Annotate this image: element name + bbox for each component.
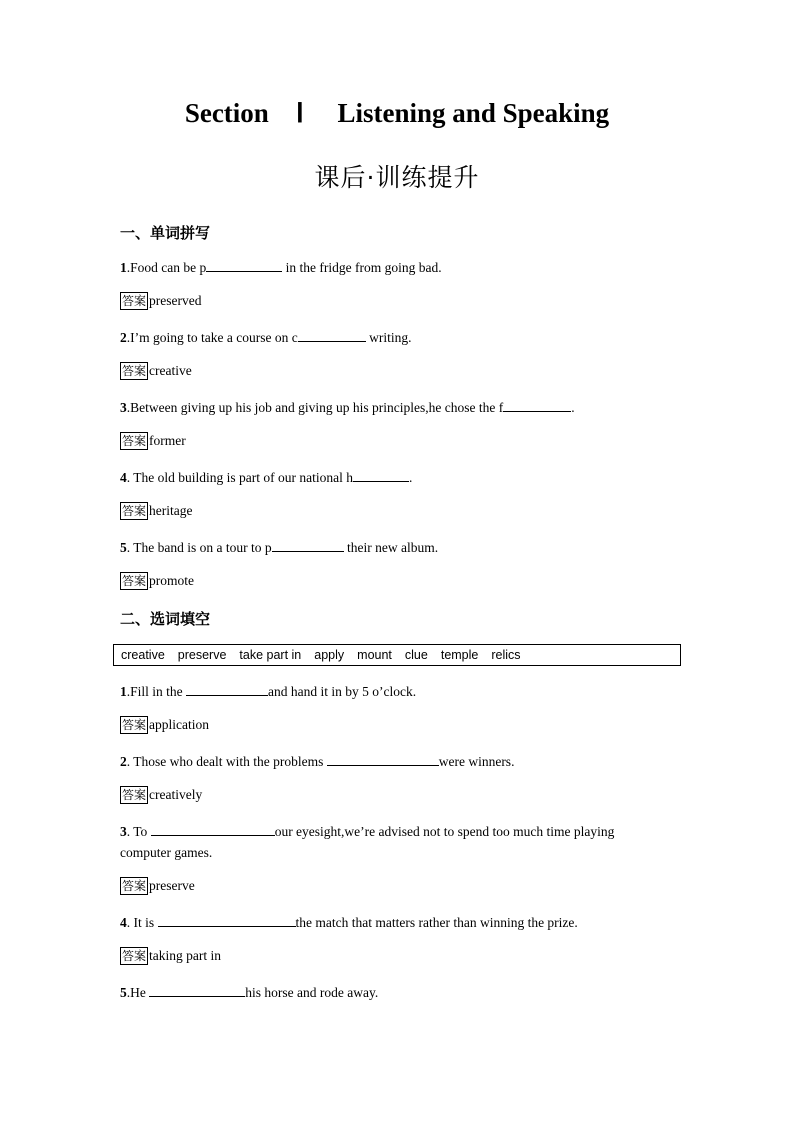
answer-tag: 答案 [122,788,147,802]
answer-1-5: 答案 promote [122,573,195,588]
section-heading-word-choice: 二、选词填空 [120,610,211,628]
answer-blank[interactable] [186,681,268,696]
question-1-5: 5. The band is on a tour to p their new album. [120,537,660,558]
question-2-4: 4. It is the match that matters rather than winning the prize. [120,912,660,933]
word-bank [113,644,681,666]
answer-blank[interactable] [206,257,282,272]
answer-tag: 答案 [122,504,147,518]
question-1-4: 4. The old building is part of our national h . [120,467,660,488]
answer-2-2: 答案 creatively [122,787,203,802]
answer-blank[interactable] [272,537,344,552]
answer-blank[interactable] [151,821,275,836]
answer-blank[interactable] [149,982,245,997]
question-2-3: 3. To our eyesight,we’re advised not to spend too much time playing computer games. [120,821,660,863]
answer-tag: 答案 [122,718,147,732]
answer-blank[interactable] [298,327,366,342]
answer-tag: 答案 [122,879,147,893]
page-subtitle: 课后·训练提升 [314,163,480,192]
answer-2-1: 答案 application [122,717,209,732]
word-bank-item: temple [440,648,479,662]
word-bank-item: take part in [239,648,302,662]
answer-blank[interactable] [158,912,296,927]
answer-2-3: 答案 preserve [122,878,195,893]
answer-2-4: 答案 taking part in [122,948,221,963]
word-bank-item: preserve [177,648,227,662]
question-1-1: 1.Food can be p in the fridge from going bad. [120,257,660,278]
answer-1-3: 答案 former [122,433,186,448]
answer-tag: 答案 [122,364,147,378]
answer-tag: 答案 [122,574,147,588]
word-bank-item: relics [491,648,521,662]
question-1-2: 2.I’m going to take a course on c writing. [120,327,660,348]
page-title: Section Ⅰ Listening and Speaking [184,98,610,128]
word-bank-item: creative [121,648,165,662]
question-2-2: 2. Those who dealt with the problems were winners. [120,751,660,772]
answer-blank[interactable] [327,751,439,766]
answer-blank[interactable] [353,467,409,482]
question-1-3: 3.Between giving up his job and giving up his principles,he chose the f . [120,397,660,418]
question-2-5: 5.He his horse and rode away. [120,982,660,1003]
answer-1-4: 答案 heritage [122,503,193,518]
answer-tag: 答案 [122,294,147,308]
answer-1-1: 答案 preserved [122,293,202,308]
answer-tag: 答案 [122,949,147,963]
answer-1-2: 答案 creative [122,363,192,378]
answer-tag: 答案 [122,434,147,448]
word-bank-item: apply [314,648,345,662]
word-bank-item: mount [357,648,392,662]
section-heading-spelling: 一、单词拼写 [120,224,211,242]
answer-blank[interactable] [503,397,571,412]
word-bank-item: clue [404,648,428,662]
question-2-1: 1.Fill in the and hand it in by 5 o’clock. [120,681,660,702]
